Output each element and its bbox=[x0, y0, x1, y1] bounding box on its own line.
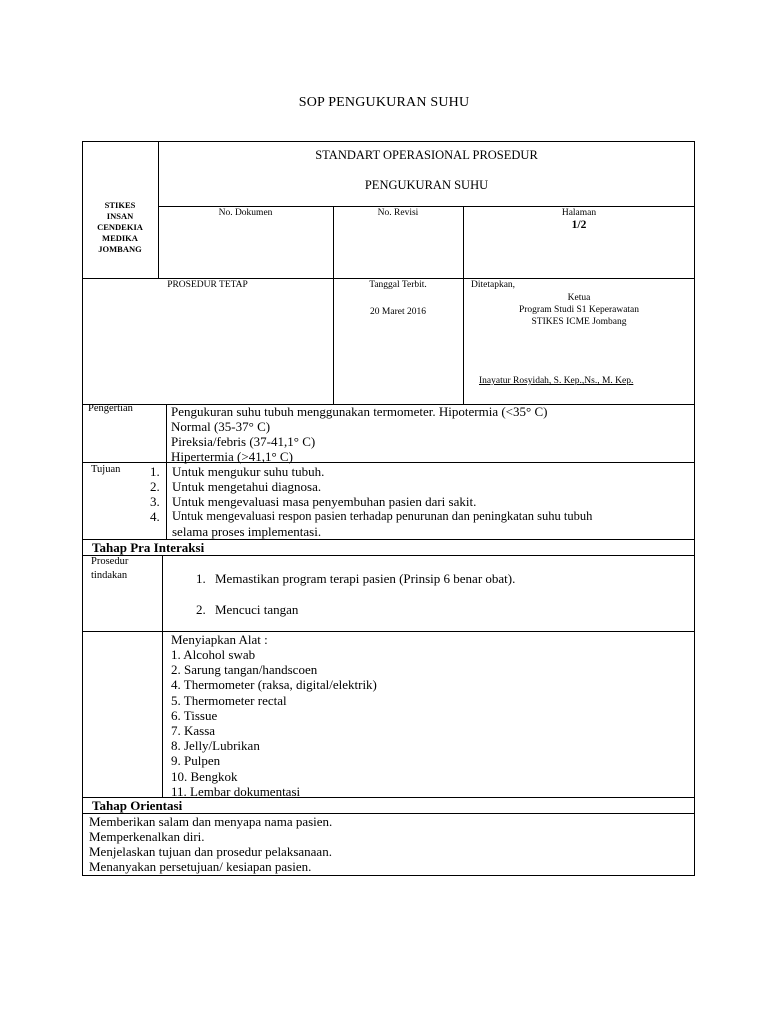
alat-item: 10. Bengkok bbox=[171, 768, 238, 784]
alat-list bbox=[171, 647, 377, 799]
alat-item: 1. Alcohol swab bbox=[171, 647, 256, 662]
header-divider-meta bbox=[82, 278, 695, 279]
tujuan-continuation: selama proses implementasi. bbox=[172, 524, 322, 539]
no-revisi-label: No. Revisi bbox=[377, 208, 419, 218]
alat-item: 4. Thermometer (raksa, digital/elektrik) bbox=[171, 677, 377, 693]
prosedur-step-number: 1. bbox=[196, 571, 206, 586]
tujuan-number: 3. bbox=[150, 494, 160, 509]
institution-line: STIKES bbox=[104, 200, 136, 210]
pengertian-line: Hipertermia (>41,1° C) bbox=[171, 449, 293, 464]
header-divider-col2 bbox=[333, 206, 334, 404]
pra-interaksi-heading: Tahap Pra Interaksi bbox=[92, 540, 205, 555]
orientasi-line: Memperkenalkan diri. bbox=[89, 829, 205, 844]
prosedur-step-number: 2. bbox=[196, 602, 206, 617]
orientasi-line: Memberikan salam dan menyapa nama pasien. bbox=[89, 814, 333, 829]
orientasi-line: Menanyakan persetujuan/ kesiapan pasien. bbox=[89, 859, 312, 874]
alat-item: 6. Tissue bbox=[171, 707, 218, 723]
alat-item: 2. Sarung tangan/handscoen bbox=[171, 662, 318, 678]
tujuan-item: Untuk mengukur suhu tubuh. bbox=[172, 464, 325, 479]
label-column-divider-b bbox=[162, 555, 163, 798]
document-title: SOP PENGUKURAN SUHU bbox=[298, 95, 470, 110]
header-divider-title bbox=[158, 206, 695, 207]
halaman-label: Halaman bbox=[561, 208, 597, 218]
tanggal-terbit-label: Tanggal Terbit. bbox=[369, 280, 427, 290]
tujuan-item: Untuk mengevaluasi respon pasien terhadap penurunan dan peningkatan suhu tubuh bbox=[172, 509, 593, 523]
prosedur-label: Prosedur bbox=[91, 556, 129, 567]
alat-item: 8. Jelly/Lubrikan bbox=[171, 738, 260, 754]
halaman-value: 1/2 bbox=[571, 219, 587, 231]
alat-item: 11. Lembar dokumentasi bbox=[171, 783, 301, 799]
stikes-label: STIKES ICME Jombang bbox=[531, 317, 627, 327]
alat-item: 9. Pulpen bbox=[171, 753, 221, 769]
ditetapkan-label: Ditetapkan, bbox=[471, 280, 516, 290]
prosedur-tetap-label: PROSEDUR TETAP bbox=[167, 280, 248, 290]
orientasi-line: Menjelaskan tujuan dan prosedur pelaksanaan. bbox=[89, 844, 332, 859]
heading-pengukuran-suhu: PENGUKURAN SUHU bbox=[364, 178, 489, 192]
tujuan-item: Untuk mengetahui diagnosa. bbox=[172, 479, 322, 494]
ketua-label: Ketua bbox=[567, 293, 591, 303]
tindakan-label: tindakan bbox=[91, 570, 128, 581]
prosedur-step: Mencuci tangan bbox=[215, 602, 299, 617]
label-column-divider-a bbox=[166, 404, 167, 540]
alat-item: 7. Kassa bbox=[171, 723, 216, 739]
tujuan-label: Tujuan bbox=[91, 464, 121, 475]
institution-line: MEDIKA bbox=[102, 233, 138, 243]
institution-line: JOMBANG bbox=[98, 244, 142, 254]
tanggal-terbit-value: 20 Maret 2016 bbox=[370, 307, 426, 317]
pengertian-label: Pengertian bbox=[88, 403, 133, 414]
alat-item: 5. Thermometer rectal bbox=[171, 692, 287, 708]
prosedur-step: Memastikan program terapi pasien (Prinsip 6 benar obat). bbox=[215, 571, 516, 586]
prodi-label: Program Studi S1 Keperawatan bbox=[518, 305, 640, 315]
institution-name bbox=[82, 200, 158, 255]
pengertian-line: Pireksia/febris (37-41,1° C) bbox=[171, 434, 316, 449]
tujuan-number: 1. bbox=[150, 464, 160, 479]
no-dokumen-label: No. Dokumen bbox=[218, 208, 273, 218]
pengertian-line: Pengukuran suhu tubuh menggunakan termometer. Hipotermia (<35° C) bbox=[171, 404, 548, 419]
heading-standart-operasional: STANDART OPERASIONAL PROSEDUR bbox=[315, 148, 538, 162]
signatory-name: Inayatur Rosyidah, S. Kep.,Ns., M. Kep. bbox=[479, 376, 634, 386]
pengertian-line: Normal (35-37° C) bbox=[171, 419, 271, 434]
alat-heading: Menyiapkan Alat : bbox=[171, 632, 268, 647]
institution-line: INSAN bbox=[106, 211, 134, 221]
orientasi-heading: Tahap Orientasi bbox=[92, 798, 183, 813]
institution-line: CENDEKIA bbox=[97, 222, 143, 232]
tujuan-number: 2. bbox=[150, 479, 160, 494]
tujuan-item: Untuk mengevaluasi masa penyembuhan pasien dari sakit. bbox=[172, 494, 477, 509]
tujuan-number: 4. bbox=[150, 509, 160, 524]
